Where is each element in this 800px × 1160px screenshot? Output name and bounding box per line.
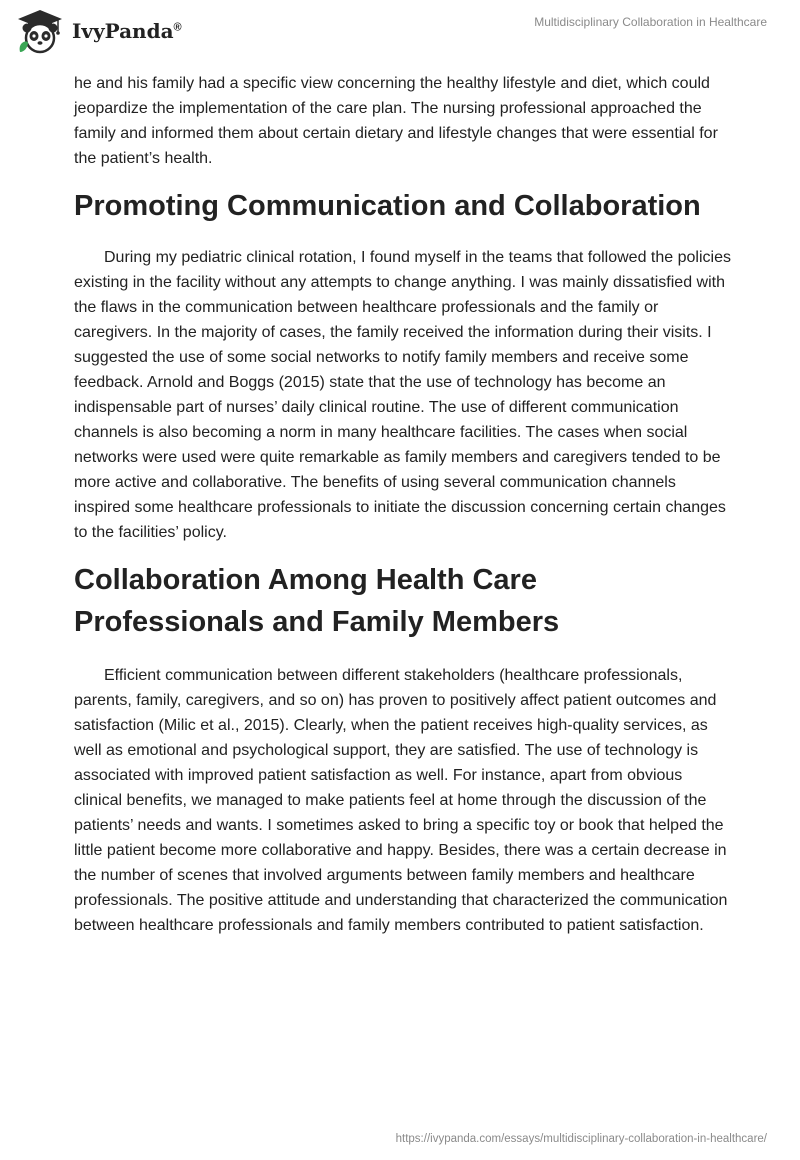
intro-paragraph: he and his family had a specific view concerning the healthy lifestyle and diet, which could jeopardize the implementation of the care plan. The nursing professional approached the family and informed them about certain dietary and lifestyle changes that were essential for the patient’s health. — [74, 75, 718, 167]
section-heading-collaboration-among: Collaboration Among Health Care Professionals and Family Members — [74, 564, 560, 638]
section-paragraph-collaboration-among: Efficient communication between different stakeholders (healthcare professionals, parents, family, caregivers, and so on) has proven to positively affect patient outcomes and satisfaction (Milic et al., 2015). Clearly, when the patient receives high-quality services, as well as emotional and psychological support, they are satisfied. The use of technology is associated with improved patient satisfaction as well. For instance, apart from obvious clinical benefits, we managed to make patients feel at home through the discussion of the patients’ needs and wants. I sometimes asked to bring a specific toy or book that helped the little patient become more collaborative and happy. Besides, there was a certain decrease in the number of scenes that involved arguments between family members and healthcare professionals. The positive attitude and understanding that characterized the communication between healthcare professionals and family members contributed to patient satisfaction. — [74, 667, 728, 934]
page-header — [0, 0, 800, 62]
panda-logo-icon — [14, 8, 66, 54]
brand-name — [72, 19, 182, 43]
brand-text: IvyPanda — [72, 19, 174, 43]
document-title: Multidisciplinary Collaboration in Healthcare — [534, 15, 767, 29]
ivypanda-logo[interactable] — [14, 8, 182, 54]
section-paragraph-promoting-communication: During my pediatric clinical rotation, I found myself in the teams that followed the policies existing in the facility without any attempts to change anything. I was mainly dissatisfied with the flaws in the communication between healthcare professionals and the family or caregivers. In the majority of cases, the family received the information during their visits. I suggested the use of some social networks to notify family members and receive some feedback. Arnold and Boggs (2015) state that the use of technology has become an indispensable part of nurses’ daily clinical routine. The use of different communication channels is also becoming a norm in many healthcare facilities. The cases when social networks were used were quite remarkable as family members and caregivers tended to be more active and collaborative. The benefits of using several communication channels inspired some healthcare professionals to initiate the discussion concerning certain changes to the facilities’ policy. — [74, 249, 731, 541]
essay-content — [74, 71, 734, 938]
registered-mark: ® — [173, 21, 182, 34]
section-heading-promoting-communication: Promoting Communication and Collaboration — [74, 190, 701, 222]
source-url-link[interactable]: https://ivypanda.com/essays/multidisciplinary-collaboration-in-healthcare/ — [395, 1133, 767, 1145]
